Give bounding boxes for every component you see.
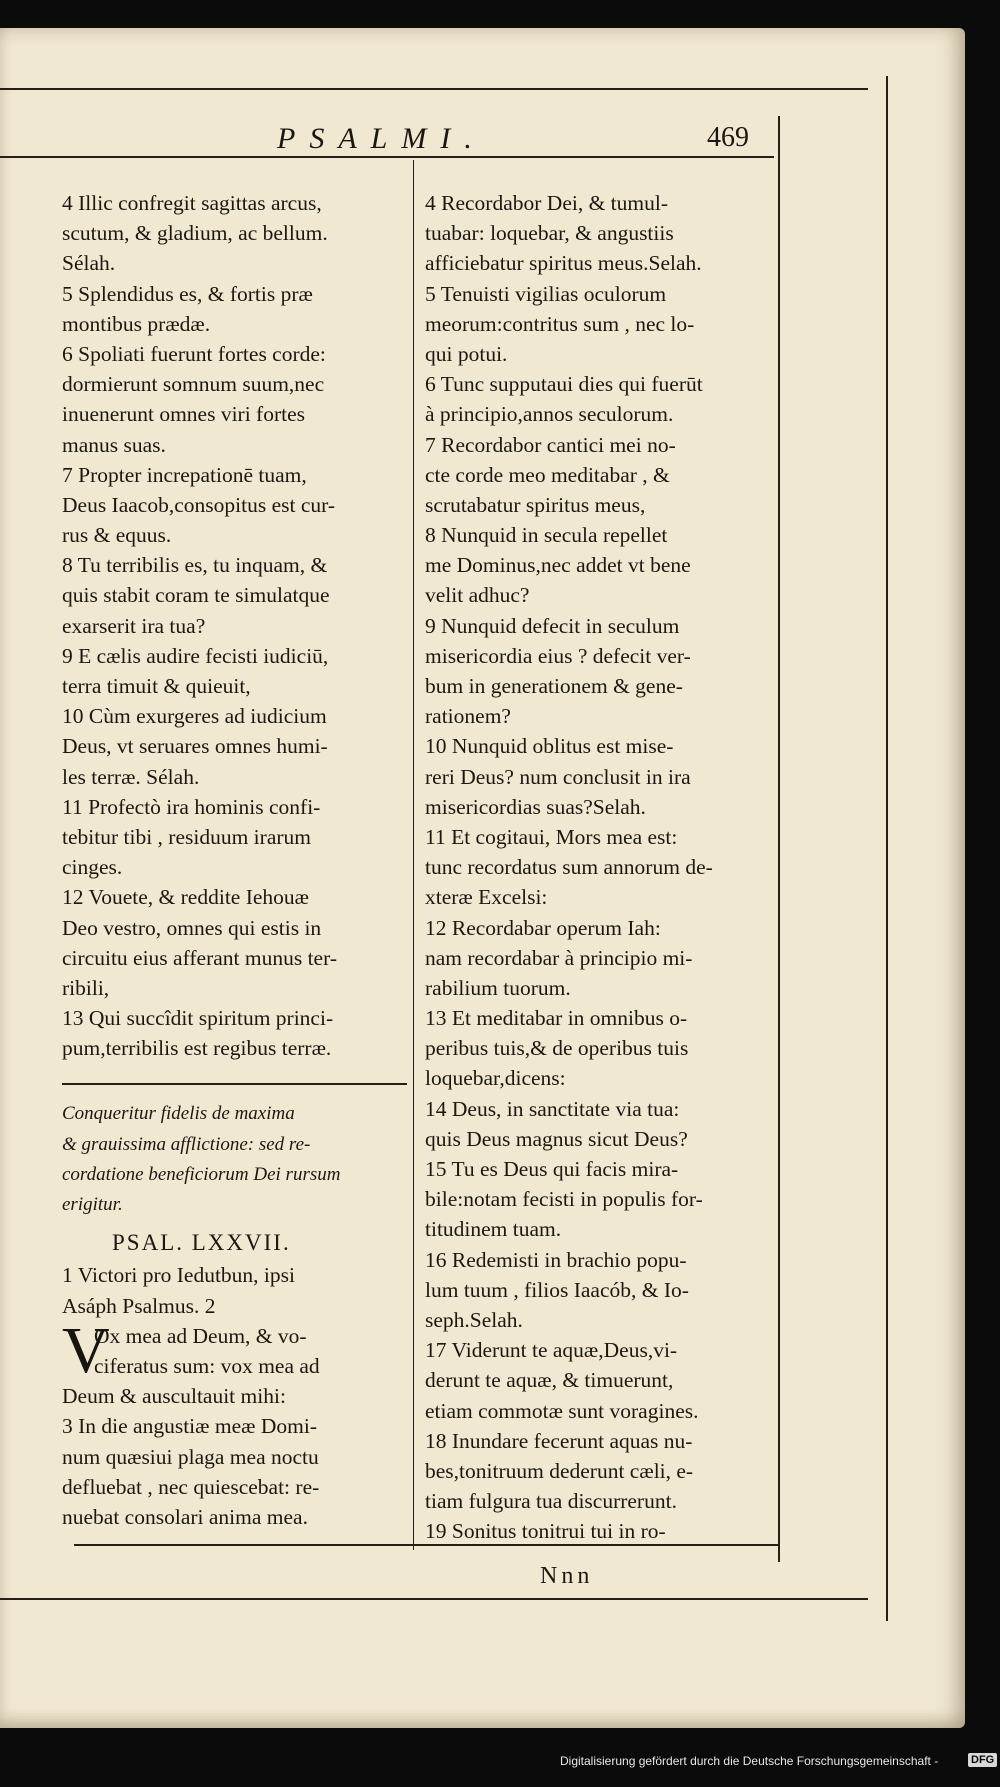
text-line: 13 Et meditabar in omnibus o- (425, 1006, 688, 1031)
text-line: derunt te aquæ, & timuerunt, (425, 1368, 674, 1393)
text-line: 14 Deus, in sanctitate via tua: (425, 1096, 680, 1121)
bottom-frame-rule (0, 1598, 868, 1600)
text-line: afficiebatur spiritus meus.Selah. (425, 251, 702, 276)
text-line: cte corde meo meditabar , & (425, 462, 670, 487)
text-line: xteræ Excelsi: (425, 885, 548, 910)
book-page (0, 28, 965, 1728)
text-line: 3 In die angustiæ meæ Domi- (62, 1414, 317, 1439)
text-line: terra timuit & quieuit, (62, 674, 251, 698)
text-line: misericordia eius ? defecit ver- (425, 643, 691, 668)
page-header (0, 92, 790, 172)
text-line: 7 Recordabor cantici mei no- (425, 432, 676, 457)
text-line: 7 Propter increpationē tuam, (62, 462, 307, 487)
text-line: 5 Tenuisti vigilias oculorum (425, 281, 667, 306)
text-line: rabilium tuorum. (425, 975, 571, 1000)
text-line: Deus, vt seruares omnes humi- (62, 734, 328, 759)
left-column (62, 188, 407, 1532)
initial-paragraph (62, 1313, 407, 1387)
text-line: 12 Vouete, & reddite Iehouæ (62, 885, 310, 910)
text-line: inuenerunt omnes viri fortes (62, 402, 306, 427)
text-line: 8 Nunquid in secula repellet (425, 523, 668, 548)
text-line: qui potui. (425, 341, 508, 366)
text-line: 10 Cùm exurgeres ad iudicium (62, 704, 327, 729)
text-line: Asáph Psalmus. 2 (62, 1293, 216, 1318)
text-line: quis stabit coram te simulatque (62, 583, 330, 608)
text-line: nam recordabar à principio mi- (425, 945, 693, 970)
summary-line: cordatione beneficiorum Dei rursum (62, 1163, 341, 1185)
text-line: scutum, & gladium, ac bellum. (62, 221, 328, 246)
text-line: exarserit ira tua? (62, 613, 206, 638)
text-line: dormierunt somnum suum,nec (62, 372, 325, 397)
text-line: etiam commotæ sunt voragines. (425, 1398, 699, 1423)
text-line: 11 Et cogitaui, Mors mea est: (425, 824, 678, 849)
text-line: cinges. (62, 855, 123, 880)
text-line: 4 Recordabor Dei, & tumul- (425, 191, 669, 215)
dfg-logo-badge: DFG (968, 1753, 997, 1767)
text-line: les terræ. Sélah. (62, 764, 200, 789)
text-line: peribus tuis,& de operibus tuis (425, 1036, 689, 1061)
text-line: 17 Viderunt te aquæ,Deus,vi- (425, 1338, 678, 1363)
text-line: bile:notam fecisti in populis for- (425, 1187, 703, 1212)
text-line: tunc recordatus sum annorum de- (425, 855, 713, 880)
summary-line: erigitur. (62, 1194, 123, 1215)
section-rule (62, 1083, 407, 1085)
text-line: 15 Tu es Deus qui facis mira- (425, 1157, 679, 1181)
text-line: manus suas. (62, 432, 166, 457)
text-line: à principio,annos seculorum. (425, 402, 674, 427)
text-line: 19 Sonitus tonitrui tui in ro- (425, 1519, 666, 1544)
psalm-summary (62, 1099, 407, 1220)
text-line: reri Deus? num conclusit in ira (425, 764, 691, 789)
text-line: titudinem tuam. (425, 1217, 562, 1242)
digitization-credit: Digitalisierung gefördert durch die Deutsche Forschungsgemeinschaft - (560, 1754, 939, 1768)
text-line: meorum:contritus sum , nec lo- (425, 311, 695, 336)
text-line: 13 Qui succîdit spiritum princi- (62, 1006, 334, 1031)
text-line: 10 Nunquid oblitus est mise- (425, 734, 674, 759)
text-line: ribili, (62, 975, 110, 1000)
text-line: 1 Victori pro Iedutbun, ipsi (62, 1263, 295, 1288)
running-head: PSALMI. (277, 122, 486, 155)
text-line: bum in generationem & gene- (425, 674, 683, 698)
text-line: loquebar,dicens: (425, 1066, 566, 1091)
text-line: montibus prædæ. (62, 311, 211, 336)
left-column-top-text (62, 188, 407, 1063)
text-line: Sélah. (62, 251, 116, 276)
text-line: 11 Profectò ira hominis confi- (62, 794, 321, 819)
text-line: rus & equus. (62, 523, 172, 548)
drop-cap-initial: V (62, 1313, 110, 1387)
text-line: 16 Redemisti in brachio popu- (425, 1247, 687, 1272)
text-line: 5 Splendidus es, & fortis præ (62, 281, 313, 306)
text-line: ciferatus sum: vox mea ad (94, 1353, 320, 1378)
right-outer-frame-rule (886, 76, 888, 1621)
summary-line: Conqueritur fidelis de maxima (62, 1103, 295, 1125)
text-line: num quæsiui plaga mea noctu (62, 1444, 319, 1469)
page-number: 469 (707, 122, 749, 153)
text-line: 12 Recordabar operum Iah: (425, 915, 661, 940)
text-line: velit adhuc? (425, 583, 530, 608)
right-column (425, 188, 767, 1546)
text-line: bes,tonitruum dederunt cæli, e- (425, 1458, 694, 1483)
right-inner-frame-rule (778, 116, 780, 1562)
text-line: Deo vestro, omnes qui estis in (62, 915, 322, 940)
text-line: scrutabatur spiritus meus, (425, 492, 646, 517)
text-line: tebitur tibi , residuum irarum (62, 824, 311, 849)
text-line: defluebat , nec quiescebat: re- (62, 1474, 320, 1499)
top-frame-rule (0, 88, 868, 90)
text-line: tuabar: loquebar, & angustiis (425, 221, 674, 246)
text-line: circuitu eius afferant munus ter- (62, 945, 337, 970)
column-divider (413, 160, 414, 1550)
text-line: nuebat consolari anima mea. (62, 1504, 308, 1529)
text-line: 9 E cælis audire fecisti iudiciū, (62, 643, 329, 668)
signature-mark: Nnn (540, 1563, 594, 1589)
text-line: 18 Inundare fecerunt aquas nu- (425, 1428, 693, 1453)
text-line: 9 Nunquid defecit in seculum (425, 613, 680, 638)
text-line: 6 Tunc supputaui dies qui fuerūt (425, 372, 703, 397)
summary-line: & grauissima afflictione: sed re- (62, 1133, 311, 1155)
text-line: Ox mea ad Deum, & vo- (94, 1323, 307, 1348)
text-line: lum tuum , filios Iaacób, & Io- (425, 1277, 689, 1302)
text-line: tiam fulgura tua discurrerunt. (425, 1489, 677, 1514)
text-line: me Dominus,nec addet vt bene (425, 553, 691, 578)
text-line: quis Deus magnus sicut Deus? (425, 1126, 688, 1151)
psalm-title: PSAL. LXXVII. (112, 1230, 291, 1256)
text-line: Deus Iaacob,consopitus est cur- (62, 492, 336, 517)
text-line: 8 Tu terribilis es, tu inquam, & (62, 553, 328, 578)
text-line: Deum & auscultauit mihi: (62, 1384, 286, 1409)
text-line: seph.Selah. (425, 1307, 523, 1332)
text-line: misericordias suas?Selah. (425, 794, 646, 819)
text-line: rationem? (425, 704, 511, 729)
text-line: 6 Spoliati fuerunt fortes corde: (62, 341, 326, 366)
text-line: pum,terribilis est regibus terræ. (62, 1036, 332, 1061)
text-line: 4 Illic confregit sagittas arcus, (62, 191, 322, 215)
